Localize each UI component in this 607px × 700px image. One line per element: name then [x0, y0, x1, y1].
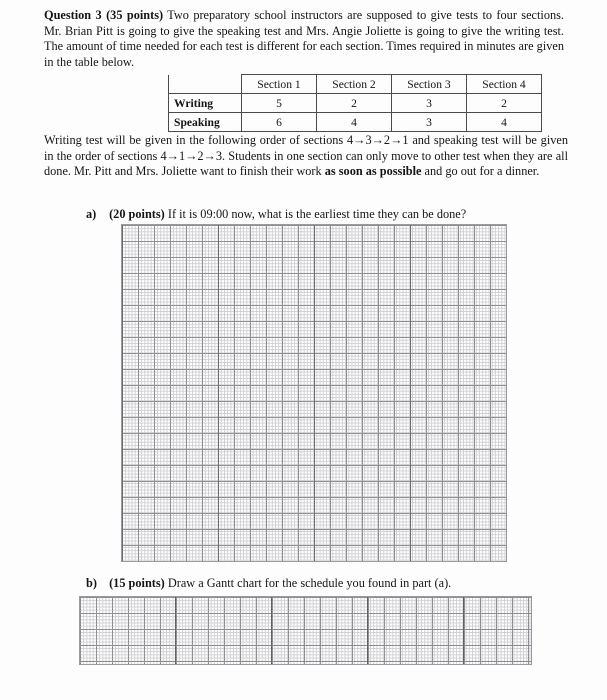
table-col-header-4: Section 4 — [467, 75, 542, 94]
question-points: (35 points) — [106, 8, 164, 22]
times-table-wrapper — [168, 74, 542, 132]
table-col-header-1: Section 1 — [242, 75, 317, 94]
table-col-header-3: Section 3 — [392, 75, 467, 94]
sub-question-b-text: Draw a Gantt chart for the schedule you found in part (a). — [167, 576, 452, 590]
sub-question-a-points: (20 points) — [109, 207, 165, 221]
table-row — [169, 94, 542, 113]
sub-question-a-text: If it is 09:00 now, what is the earliest time they can be done? — [167, 207, 467, 221]
cell-writing-section4: 2 — [467, 94, 542, 113]
cell-writing-section2: 2 — [317, 94, 392, 113]
row-label-writing: Writing — [169, 94, 242, 113]
row-label-speaking: Speaking — [169, 113, 242, 132]
times-required-table — [168, 74, 542, 132]
ordering-paragraph — [44, 133, 568, 180]
table-corner-cell — [169, 75, 242, 94]
cell-speaking-section2: 4 — [317, 113, 392, 132]
cell-speaking-section1: 6 — [242, 113, 317, 132]
part-b-gantt-grid[interactable] — [79, 596, 532, 665]
question-heading: Question 3 — [44, 8, 102, 22]
question-intro-paragraph — [44, 8, 564, 70]
sub-question-b — [86, 576, 451, 592]
part-a-work-grid[interactable] — [121, 224, 507, 562]
sub-question-a-label: a) — [86, 207, 97, 221]
cell-writing-section1: 5 — [242, 94, 317, 113]
cell-speaking-section3: 3 — [392, 113, 467, 132]
cell-speaking-section4: 4 — [467, 113, 542, 132]
ordering-text-emphasis: as soon as possible — [324, 164, 422, 179]
sub-question-a — [86, 207, 466, 223]
ordering-text-before: Writing test will be given in the following order of sections 4→3→2→1 and speaking test will be given in the order of sections 4→1→2→3. Students in one section can only move to other test when they are all done. Mr. Pitt and Mrs. Joliette want to finish their work — [44, 133, 568, 179]
sub-question-b-label: b) — [86, 576, 97, 590]
question-body-text: Two preparatory school instructors are supposed to give tests to four sections. Mr. Brian Pitt is going to give the speaking test and Mrs. Angie Joliette is going to give the writing test. The amount of time needed for each test is different for each section. Times required in minutes are given in the table below. — [44, 8, 564, 69]
table-row — [169, 113, 542, 132]
cell-writing-section3: 3 — [392, 94, 467, 113]
table-col-header-2: Section 2 — [317, 75, 392, 94]
ordering-text-after: and go out for a dinner. — [421, 164, 540, 179]
sub-question-b-points: (15 points) — [109, 576, 165, 590]
table-header-row — [169, 75, 542, 94]
